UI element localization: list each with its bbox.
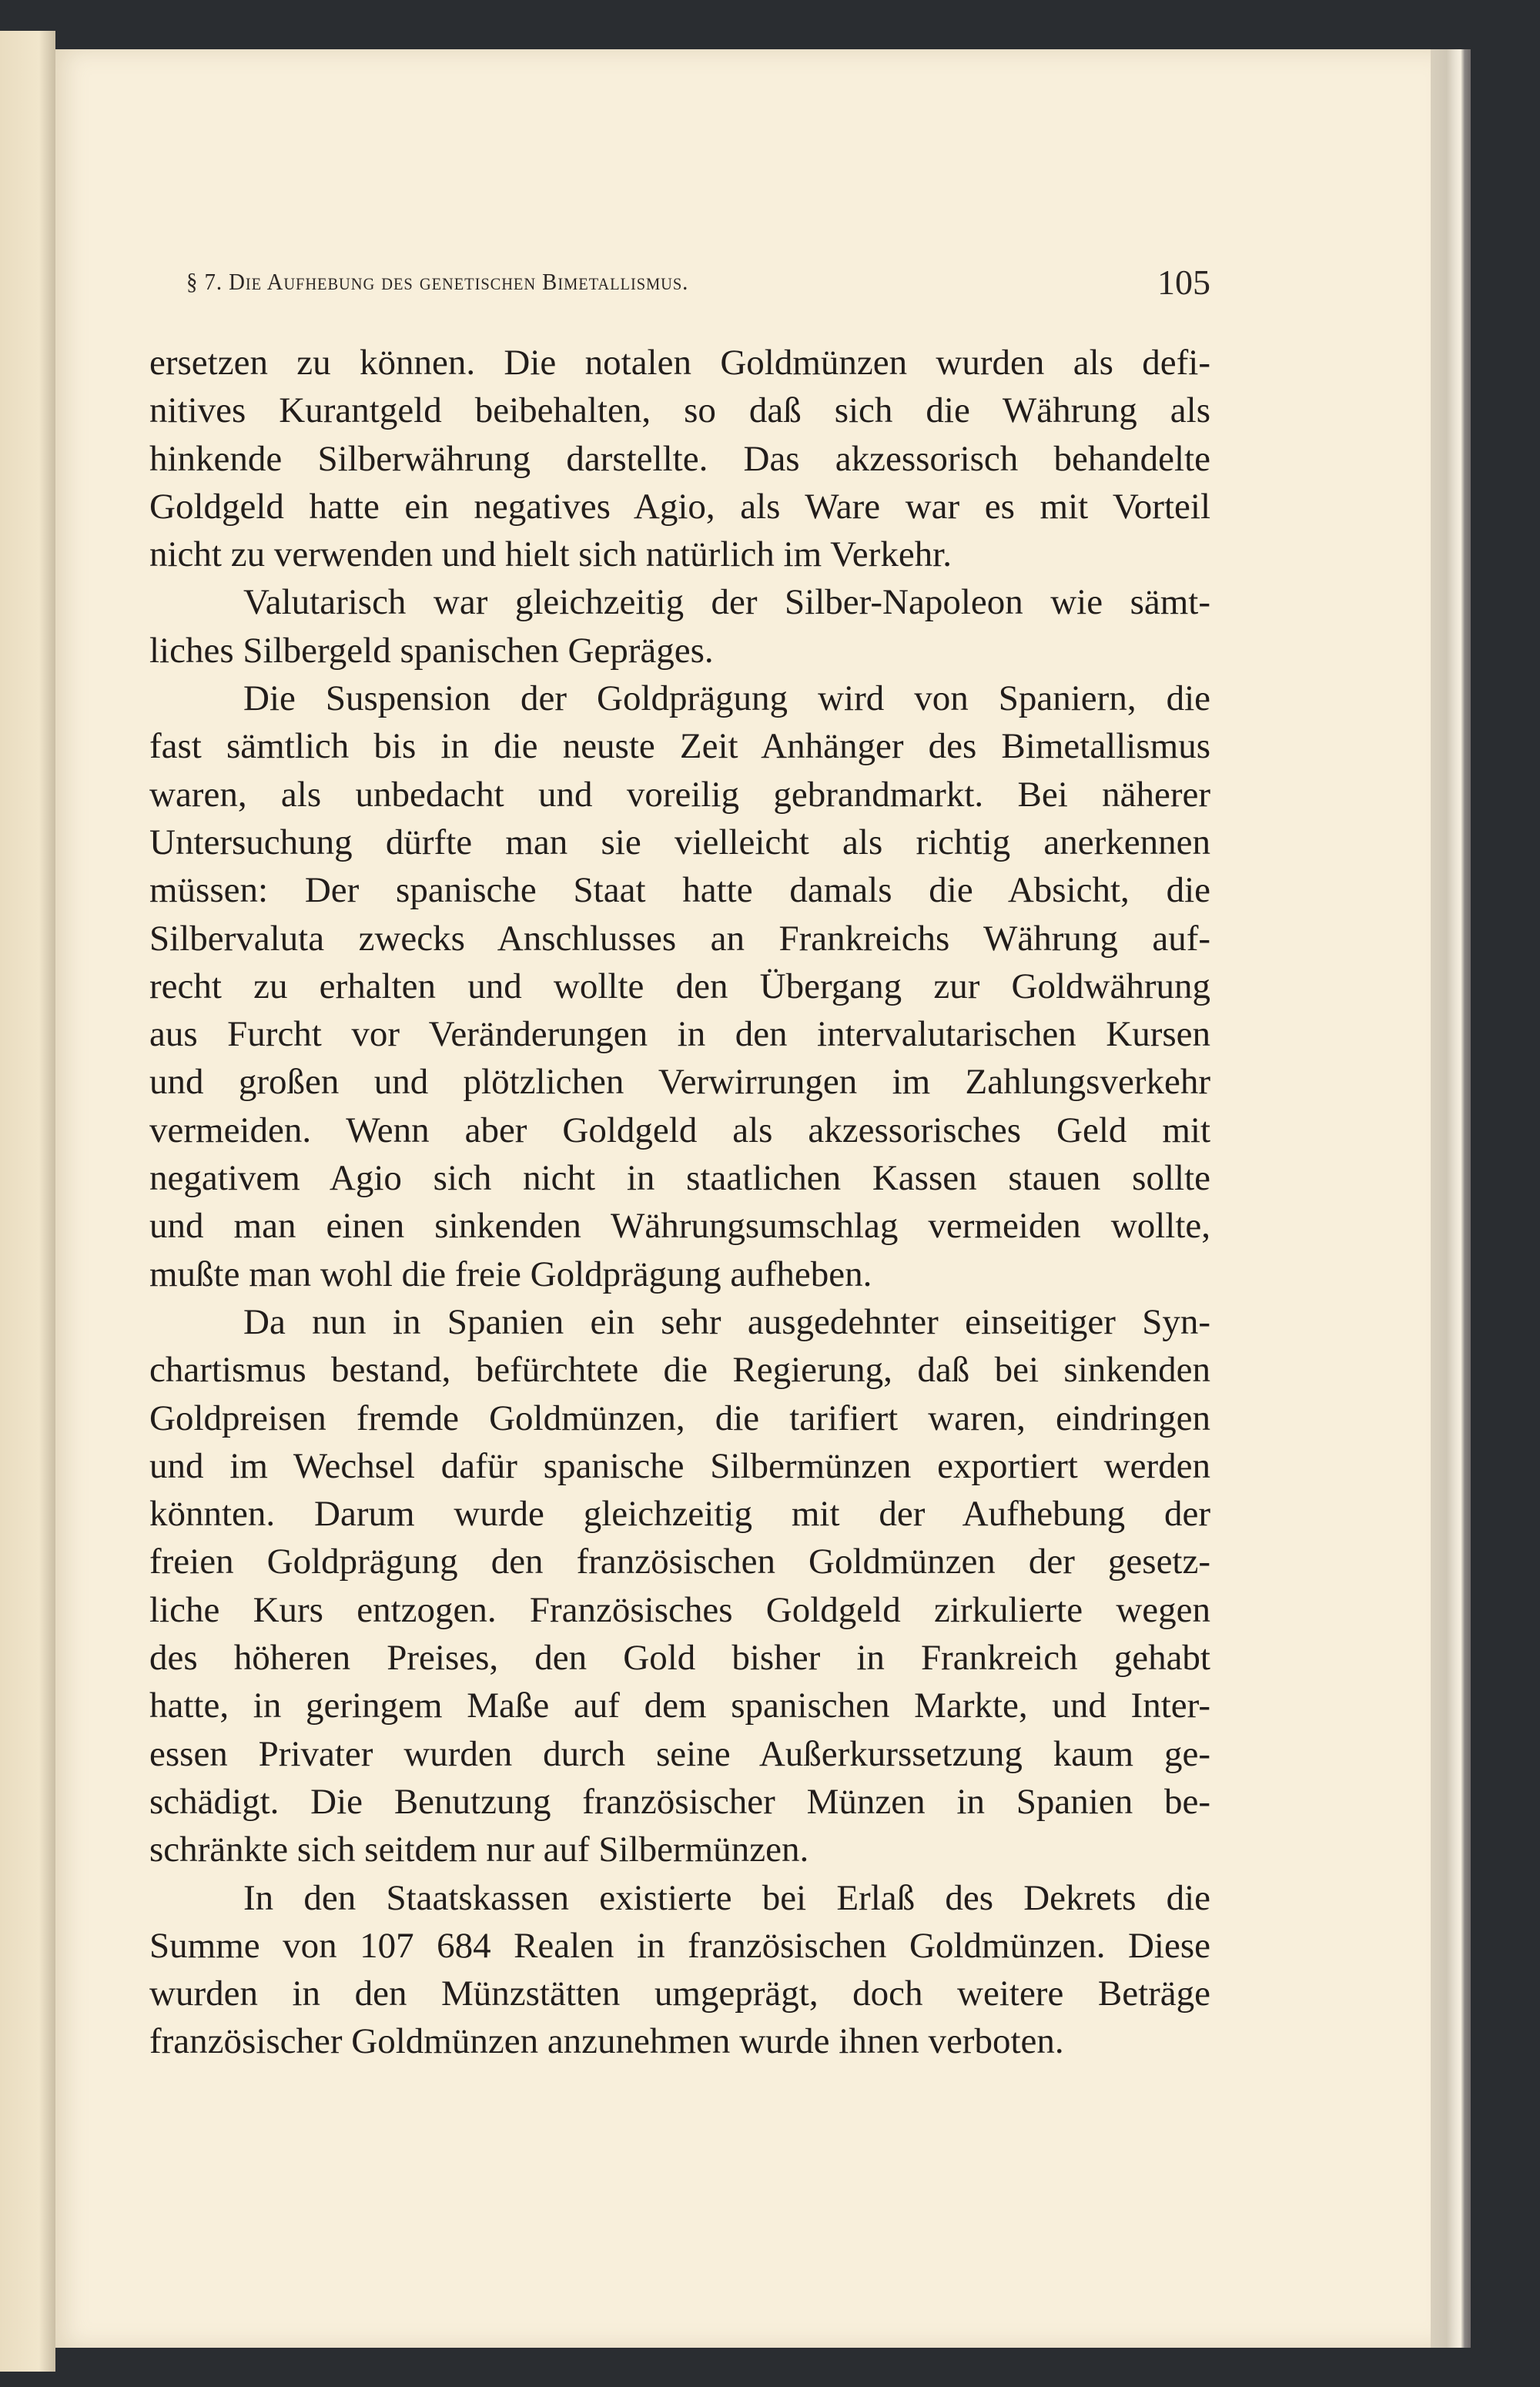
text-line: schränkte sich seitdem nur auf Silbermünzen. bbox=[149, 1830, 809, 1870]
body-text bbox=[149, 339, 1210, 2066]
text-line: des höheren Preises, den Gold bisher in Frankreich gehabt bbox=[149, 1638, 1210, 1679]
paragraph bbox=[149, 675, 1210, 1298]
paragraph bbox=[149, 339, 1210, 578]
text-line: vermeiden. Wenn aber Goldgeld als akzessorisches Geld mit bbox=[149, 1110, 1210, 1150]
text-line: wurden in den Münzstätten umgeprägt, doch weitere Beträge bbox=[149, 1974, 1210, 2014]
text-line: In den Staatskassen existierte bei Erlaß des Dekrets die bbox=[243, 1877, 1210, 1918]
paragraph bbox=[149, 578, 1210, 675]
paragraph bbox=[149, 1298, 1210, 1874]
text-line: mußte man wohl die freie Goldprägung aufheben. bbox=[149, 1254, 872, 1294]
text-line: französischer Goldmünzen anzunehmen wurde ihnen verboten. bbox=[149, 2021, 1064, 2062]
text-line: Goldpreisen fremde Goldmünzen, die tarifiert waren, eindringen bbox=[149, 1398, 1210, 1438]
text-line: nitives Kurantgeld beibehalten, so daß sich die Währung als bbox=[149, 390, 1210, 431]
text-line: aus Furcht vor Veränderungen in den intervalutarischen Kursen bbox=[149, 1014, 1210, 1055]
text-line: hatte, in geringem Maße auf dem spanischen Markte, und Inter- bbox=[149, 1686, 1210, 1726]
text-line: liches Silbergeld spanischen Gepräges. bbox=[149, 630, 714, 671]
text-line: recht zu erhalten und wollte den Übergang zur Goldwährung bbox=[149, 966, 1210, 1006]
paragraph bbox=[149, 1874, 1210, 2066]
text-line: fast sämtlich bis in die neuste Zeit Anhänger des Bimetallismus bbox=[149, 726, 1210, 767]
text-line: Die Suspension der Goldprägung wird von Spaniern, die bbox=[243, 678, 1210, 719]
text-line: müssen: Der spanische Staat hatte damals die Absicht, die bbox=[149, 870, 1210, 911]
text-line: Silbervaluta zwecks Anschlusses an Frankreichs Währung auf- bbox=[149, 918, 1210, 959]
running-title: § 7. Die Aufhebung des genetischen Bimetallismus. bbox=[186, 268, 689, 295]
text-line: Goldgeld hatte ein negatives Agio, als Ware war es mit Vorteil bbox=[149, 486, 1210, 527]
text-line: nicht zu verwenden und hielt sich natürlich im Verkehr. bbox=[149, 534, 952, 575]
text-line: liche Kurs entzogen. Französisches Goldgeld zirkulierte wegen bbox=[149, 1589, 1210, 1630]
text-line: und man einen sinkenden Währungsumschlag vermeiden wollte, bbox=[149, 1206, 1210, 1247]
text-line: essen Privater wurden durch seine Außerkurssetzung kaum ge- bbox=[149, 1733, 1210, 1774]
text-line: ersetzen zu können. Die notalen Goldmünzen wurden als defi- bbox=[149, 343, 1210, 383]
text-line: waren, als unbedacht und voreilig gebrandmarkt. Bei näherer bbox=[149, 774, 1210, 815]
text-line: und großen und plötzlichen Verwirrungen im Zahlungsverkehr bbox=[149, 1062, 1210, 1103]
page-stack-edge bbox=[1431, 49, 1471, 2348]
text-line: und im Wechsel dafür spanische Silbermünzen exportiert werden bbox=[149, 1445, 1210, 1486]
facing-page-edge bbox=[0, 31, 55, 2372]
text-line: Untersuchung dürfte man sie vielleicht als richtig anerkennen bbox=[149, 822, 1210, 862]
running-header bbox=[186, 263, 1210, 314]
text-line: schädigt. Die Benutzung französischer Münzen in Spanien be- bbox=[149, 1781, 1210, 1822]
text-line: könnten. Darum wurde gleichzeitig mit der Aufhebung der bbox=[149, 1494, 1210, 1535]
text-line: freien Goldprägung den französischen Goldmünzen der gesetz- bbox=[149, 1542, 1210, 1582]
text-line: Da nun in Spanien ein sehr ausgedehnter einseitiger Syn- bbox=[243, 1301, 1210, 1342]
text-line: negativem Agio sich nicht in staatlichen Kassen stauen sollte bbox=[149, 1158, 1210, 1199]
page-number: 105 bbox=[1157, 263, 1210, 302]
text-line: Summe von 107 684 Realen in französischen Goldmünzen. Diese bbox=[149, 1925, 1210, 1966]
text-line: hinkende Silberwährung darstellte. Das akzessorisch behandelte bbox=[149, 438, 1210, 479]
text-line: Valutarisch war gleichzeitig der Silber-Napoleon wie sämt- bbox=[243, 582, 1210, 623]
text-line: chartismus bestand, befürchtete die Regierung, daß bei sinkenden bbox=[149, 1350, 1210, 1391]
